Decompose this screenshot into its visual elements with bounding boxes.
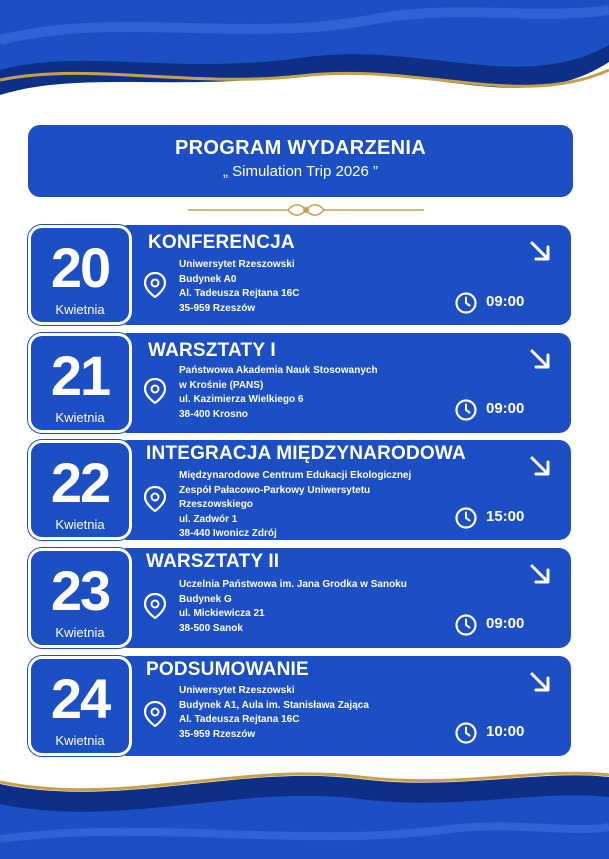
bottom-wave-decoration [0,749,609,859]
address-line: Uniwersytet Rzeszowski [179,259,295,270]
address-line: ul. Kazimierza Wielkiego 6 [179,394,304,405]
address-line: 35-959 Rzeszów [179,302,256,314]
event-day: 20 [50,236,110,299]
address-line: Budynek A0 [179,273,237,285]
address-line: Międzynarodowe Centrum Edukacji Ekologicznej [179,470,412,481]
event-title: INTEGRACJA MIĘDZYNARODOWA [146,443,466,464]
arrow-down-right-icon [528,670,552,694]
event-item [28,656,573,756]
clock-icon [455,722,477,744]
address-line: 38-500 Sanok [179,622,243,634]
address-line: Uniwersytet Rzeszowski [179,685,295,696]
address-line: Budynek G [179,593,232,605]
gold-ornament-divider [188,201,424,219]
event-day: 23 [50,559,110,622]
event-time: 09:00 [486,400,525,417]
event-item [28,333,573,433]
location-pin-icon [144,701,166,727]
top-wave-decoration [0,0,609,120]
address-line: Budynek A1, Aula im. Stanisława Zająca [179,699,369,711]
event-month: Kwietnia [55,410,105,425]
address-line: 38-440 Iwonicz Zdrój [179,528,277,539]
date-box [28,333,132,433]
address-line: 35-959 Rzeszów [179,728,256,740]
event-month: Kwietnia [55,733,105,748]
arrow-down-right-icon [528,454,552,478]
address-line: Uczelnia Państwowa im. Jana Grodka w Sanoku [179,579,407,590]
clock-icon [455,399,477,421]
date-box [28,548,132,648]
arrow-down-right-icon [528,347,552,371]
event-item [28,440,573,540]
address-line: ul. Mickiewicza 21 [179,608,265,619]
event-address [179,364,378,422]
location-pin-icon [144,378,166,404]
event-title: KONFERENCJA [148,232,295,253]
date-box [28,440,132,540]
event-time: 10:00 [486,723,525,740]
event-month: Kwietnia [55,517,105,532]
address-line: Rzeszowskiego [179,499,253,510]
page-title: PROGRAM WYDARZENIA [175,137,426,159]
clock-icon [455,292,477,314]
event-time: 09:00 [486,293,525,310]
event-month: Kwietnia [55,302,105,317]
address-line: Zespół Pałacowo-Parkowy Uniwersytetu [179,484,371,496]
event-address [179,684,369,742]
address-line: Al. Tadeusza Rejtana 16C [179,288,300,299]
address-line: Al. Tadeusza Rejtana 16C [179,714,300,725]
event-item [28,225,573,325]
arrow-down-right-icon [528,239,552,263]
location-pin-icon [144,593,166,619]
event-address [179,258,299,316]
address-line: w Krośnie (PANS) [179,379,264,391]
clock-icon [455,614,477,636]
event-item [28,548,573,648]
header-banner [28,125,573,197]
address-line: Państwowa Akademia Nauk Stosowanych [179,365,378,376]
event-title: PODSUMOWANIE [146,659,309,680]
address-line: 38-400 Krosno [179,408,248,420]
event-day: 21 [50,344,110,407]
address-line: ul. Zadwór 1 [179,513,238,525]
page-subtitle: „ Simulation Trip 2026 ” [222,163,379,180]
event-time: 15:00 [486,508,525,525]
event-month: Kwietnia [55,625,105,640]
clock-icon [455,507,477,529]
arrow-down-right-icon [528,562,552,586]
event-day: 22 [50,451,110,514]
event-address [179,469,411,542]
event-address [179,578,407,636]
event-day: 24 [50,667,110,730]
event-title: WARSZTATY II [146,551,280,572]
event-time: 09:00 [486,615,525,632]
date-box [28,225,132,325]
location-pin-icon [144,272,166,298]
location-pin-icon [144,486,166,512]
date-box [28,656,132,756]
event-title: WARSZTATY I [148,340,276,361]
